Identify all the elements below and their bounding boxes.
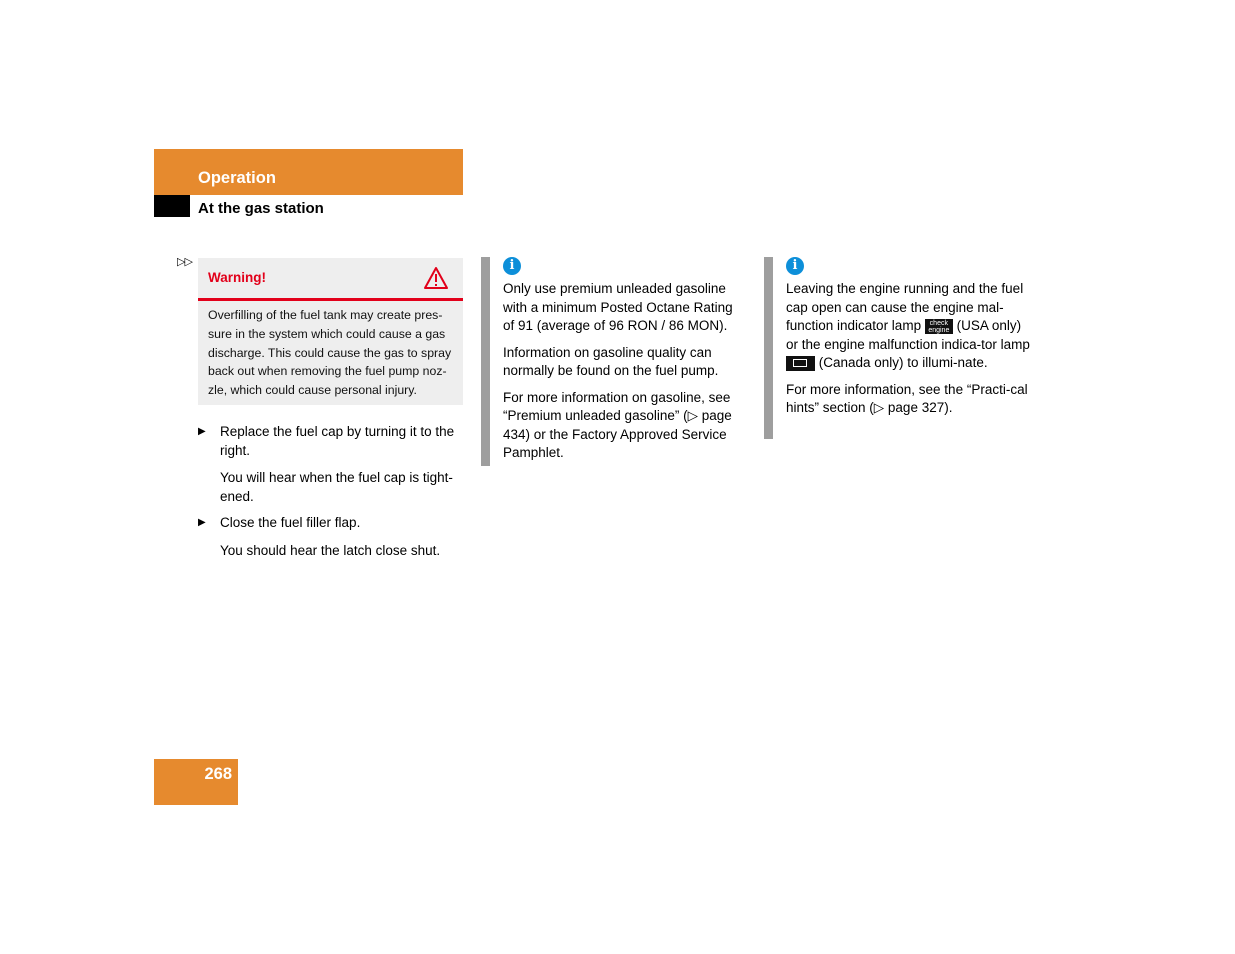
info-side-bar (764, 257, 773, 439)
warning-label: Warning! (208, 270, 266, 285)
section-tab-marker (154, 195, 190, 217)
info-text: (Canada only) to illumi-nate. (815, 355, 988, 370)
warning-box (198, 258, 463, 405)
continuation-mark: ▷▷ (177, 256, 192, 268)
info-icon: i (503, 257, 521, 275)
instruction-steps (198, 423, 466, 568)
step-bullet-icon: ▶ (198, 517, 206, 528)
info-paragraph (786, 280, 1032, 373)
info-paragraph: Information on gasoline quality can normally be found on the fuel pump. (503, 344, 719, 378)
warning-text: Overfilling of the fuel tank may create pres-sure in the system which could cause a gas discharge. This could cause the gas to spray back out when removing the fuel pump noz-zle, which could cause personal injury. (208, 308, 452, 398)
info-icon: i (786, 257, 804, 275)
lamp-label: engine (928, 326, 950, 334)
step-text: Close the fuel filler flap. (220, 515, 361, 530)
step-note: You should hear the latch close shut. (220, 542, 441, 558)
info-side-bar (481, 257, 490, 466)
section-title: Operation (198, 169, 276, 187)
check-engine-lamp-icon (925, 319, 953, 334)
step-bullet-icon: ▶ (198, 426, 206, 437)
page-number: 268 (204, 765, 232, 783)
step-text: Replace the fuel cap by turning it to the right. (220, 424, 455, 458)
info-content (786, 257, 1032, 426)
lamp-label: check (929, 319, 948, 327)
step-item (198, 423, 466, 460)
info-text: (USA only) or the engine malfunction indica-tor lamp (786, 318, 1030, 352)
step-note: You will hear when the fuel cap is tight-ened. (220, 470, 453, 504)
info-text: Leaving the engine running and the fuel cap open can cause the engine mal-function indicator lamp (786, 281, 1024, 333)
info-paragraph: Only use premium unleaded gasoline with a minimum Posted Octane Rating of 91 (average of 96 RON / 86 MON). (503, 281, 733, 333)
step-item (198, 514, 466, 533)
info-paragraph: For more information, see the “Practi-cal hints” section (▷ page 327). (786, 381, 1028, 415)
info-content (503, 257, 747, 471)
page-number-box (154, 759, 238, 805)
warning-triangle-icon (423, 266, 449, 290)
info-paragraph: For more information on gasoline, see “Premium unleaded gasoline” (▷ page 434) or the Factory Approved Service Pamphlet. (503, 389, 732, 460)
engine-malfunction-lamp-icon (786, 356, 815, 371)
warning-header (198, 258, 463, 301)
subsection-title: At the gas station (198, 200, 324, 217)
